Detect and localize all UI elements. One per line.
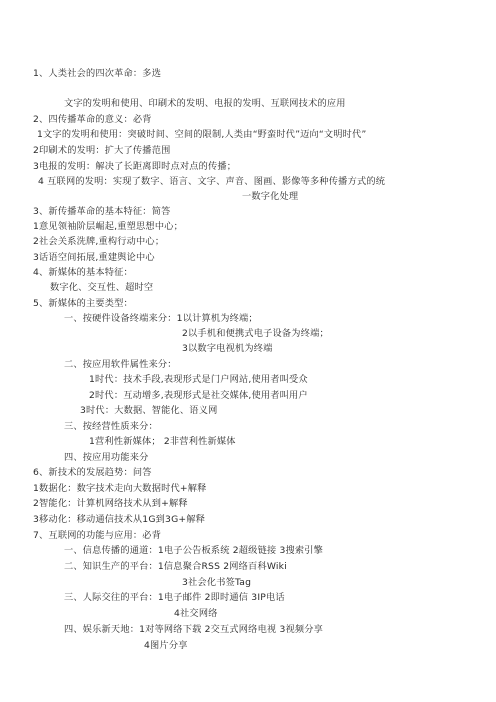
heading-2: 2、四传播革命的意义：必背: [33, 114, 152, 125]
heading-7: 7、互联网的功能与应用：必背: [33, 530, 162, 541]
text-line: 2智能化：计算机网络技术从到+解释: [33, 498, 188, 509]
heading-4: 4、新媒体的基本特征：: [33, 267, 133, 278]
text-line: 4图片分享: [144, 640, 188, 651]
text-line: 4社交网络: [174, 608, 218, 619]
text-line: 3话语空间拓展,重建舆论中心: [33, 252, 155, 263]
text-line: 三、人际交往的平台：1电子邮件 2即时通信 3IP电话: [64, 592, 285, 603]
text-line: 3以数字电视机为终端: [182, 343, 273, 354]
text-line: 2印刷术的发明：扩大了传播范围: [33, 145, 171, 156]
text-line: 二、知识生产的平台：1信息聚合RSS 2网络百科Wiki: [64, 561, 287, 572]
text-line: 2时代：互动增多,表现形式是社交媒体,使用者叫用户: [89, 390, 308, 401]
text-line: 4 互联网的发明：实现了数字、语言、文字、声音、图画、影像等多种传播方式的统: [38, 176, 386, 187]
text-line: 一、信息传播的通道：1电子公告板系统 2超级链接 3搜索引擎: [64, 545, 324, 556]
text-line: 三、按经营性质来分：: [64, 421, 158, 432]
text-line: 2以手机和便携式电子设备为终端；: [182, 328, 329, 339]
text-line: 一、按硬件设备终端来分：1以计算机为终端；: [64, 313, 258, 324]
heading-5: 5、新媒体的主要类型：: [33, 298, 133, 309]
text-line: 3电报的发明：解决了长距离即时点对点的传播；: [33, 161, 237, 172]
text-line: 1意见领袖阶层崛起,重塑思想中心；: [33, 221, 183, 232]
text-line: 四、按应用功能来分: [64, 452, 149, 463]
text-line: 一数字化处理: [242, 191, 299, 202]
text-line: 1时代：技术手段,表现形式是门户网站,使用者叫受众: [89, 374, 308, 385]
text-line: 二、按应用软件属性来分：: [64, 359, 177, 370]
text-line: 文字的发明和使用、印刷术的发明、电报的发明、互联网技术的应用: [64, 98, 346, 109]
text-line: 1营利性新媒体； 2非营利性新媒体: [89, 436, 236, 447]
heading-6: 6、新技术的发展趋势：问答: [33, 467, 152, 478]
text-line: 1数据化：数字技术走向大数据时代+解释: [33, 483, 207, 494]
heading-3: 3、新传播革命的基本特征：简答: [33, 206, 171, 217]
text-line: 1文字的发明和使用：突破时间、空间的限制,人类由“野蛮时代”迈向“文明时代”: [37, 129, 367, 140]
text-line: 3社会化书签Tag: [182, 577, 252, 588]
text-line: 3移动化：移动通信技术从1G到3G+解释: [33, 514, 206, 525]
text-line: 3时代：大数据、智能化、语义网: [80, 405, 218, 416]
heading-1: 1、人类社会的四次革命：多选: [33, 68, 162, 79]
text-line: 2社会关系洗牌,重构行动中心；: [33, 236, 165, 247]
text-line: 数字化、交互性、超时空: [50, 282, 154, 293]
text-line: 四、娱乐新天地：1对等网络下载 2交互式网络电视 3视频分享: [64, 624, 324, 635]
